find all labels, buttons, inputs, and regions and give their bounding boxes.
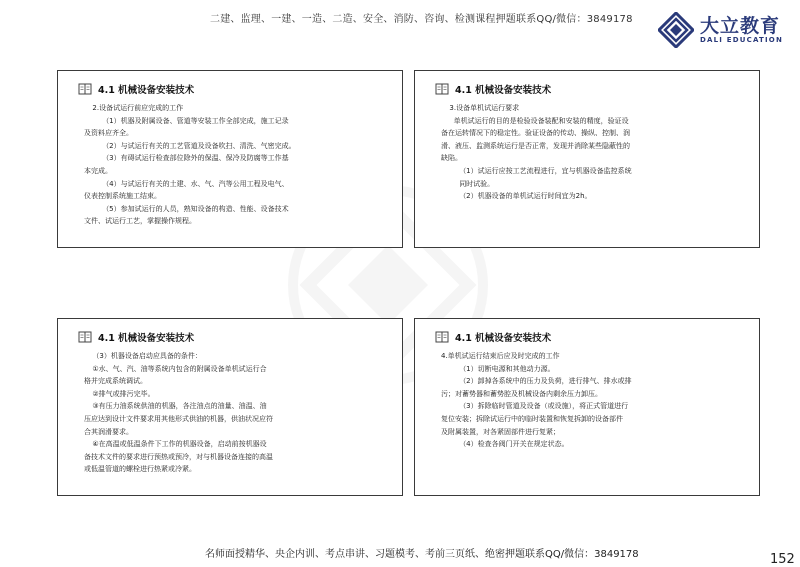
logo-chinese-name: 大立教育: [700, 15, 781, 37]
panel-line: （3）有碍试运行检查部位除外的保温、保冷及防腐等工作基: [102, 154, 289, 163]
panel-line: ③有压力油系统供油的机器，各注油点的油量、油温、油: [92, 402, 267, 411]
book-icon: [78, 82, 92, 96]
footer-promo-text: 名师面授精华、央企内训、考点串讲、习题模考、考前三页纸、绝密押题联系QQ/微信：3849178: [205, 549, 639, 560]
panel-line: （4）检查各阀门开关在规定状态。: [459, 440, 569, 449]
panel-line: 备在运转情况下的稳定性。验证设备的传动、操纵、控制、润: [441, 129, 630, 138]
panel-body: [84, 102, 368, 228]
panel-line: （1）切断电源和其他动力源。: [459, 364, 555, 373]
panel-line: 及资料应齐全。: [84, 129, 133, 138]
panel-title: 4.1 机械设备安装技术: [98, 85, 195, 96]
panel-body: [84, 350, 368, 476]
panel-line: （2）机器设备的单机试运行时间宜为2h。: [459, 192, 592, 201]
panel-line: 压应达到设计文件要求用其他形式供油的机器，供油状况应符: [84, 414, 273, 423]
panel-line: 本完成。: [84, 166, 112, 175]
dali-logo-icon: [658, 12, 694, 48]
logo-english-name: DALI EDUCATION: [700, 36, 784, 44]
panel-line: 滑、液压、监测系统运行是否正常，发现并消除某些隐蔽性的: [441, 141, 630, 150]
slide-panel-4: [414, 318, 760, 496]
panel-line: 4.单机试运行结束后应及时完成的工作: [441, 352, 560, 360]
panel-line: 复位安装；拆除试运行中的临时装置和恢复拆卸的设备部件: [441, 414, 623, 423]
panel-line: 格并完成系统调试。: [84, 377, 147, 386]
slide-panel-2: [414, 70, 760, 248]
panel-line: （5）参加试运行的人员，熟知设备的构造、性能、设备技术: [102, 204, 289, 213]
panel-title: 4.1 机械设备安装技术: [455, 85, 552, 96]
panel-line: （1）机器及附属设备、管道等安装工作全部完成，施工记录: [102, 116, 289, 125]
panel-line: 3.设备单机试运行要求: [449, 104, 520, 112]
panel-line: 备技术文件的要求进行预热或预冷，对与机器设备连接的高温: [84, 452, 273, 461]
panel-line: 合其润滑要求。: [84, 427, 133, 436]
panel-line: （3）拆除临时管道及设备（或设施），将正式管道进行: [459, 402, 629, 411]
panel-line: （2）卸掉各系统中的压力及负荷，进行排气、排水或排: [459, 377, 632, 386]
panel-line: 污；对蓄势器和蓄势腔及机械设备内剩余压力卸压。: [441, 389, 602, 398]
page-number: 152: [770, 552, 795, 567]
panel-line: ①水、气、汽、油等系统内包含的附属设备单机试运行合: [92, 364, 267, 373]
panel-line: 或低温管道的螺栓进行热紧或冷紧。: [84, 465, 196, 474]
panel-line: 文件、试运行工艺，掌握操作规程。: [84, 217, 196, 226]
panel-line: 缺陷。: [441, 154, 462, 163]
panel-line: ④在高温或低温条件下工作的机器设备，启动前按机器设: [92, 440, 267, 449]
panel-line: （3）机器设备启动应具备的条件：: [92, 352, 202, 360]
panel-body: [441, 350, 725, 451]
slide-panel-3: [57, 318, 403, 496]
panel-line: ②排气或排污完毕。: [92, 389, 155, 398]
panel-line: 及附属装置，对各紧固部件进行复紧；: [441, 427, 560, 436]
panel-title: 4.1 机械设备安装技术: [455, 333, 552, 344]
panel-line: 2.设备试运行前应完成的工作: [92, 104, 184, 112]
header-promo-text: 二建、监理、一建、一造、二造、安全、消防、咨询、检测课程押题联系QQ/微信：3849178: [210, 14, 633, 25]
panel-title: 4.1 机械设备安装技术: [98, 333, 195, 344]
book-icon: [78, 330, 92, 344]
panel-line: （2）与试运行有关的工艺管道及设备吹扫、清洗、气密完成。: [102, 141, 296, 150]
slide-panel-1: [57, 70, 403, 248]
book-icon: [435, 82, 449, 96]
panel-body: [441, 102, 725, 203]
panel-line: （1）试运行应按工艺流程进行，宜与机器设备监控系统: [459, 166, 632, 175]
panel-line: 仪表控制系统施工结束。: [84, 192, 161, 201]
book-icon: [435, 330, 449, 344]
panel-line: 单机试运行的目的是检验设备装配和安装的精度，验证设: [453, 116, 629, 125]
panel-line: （4）与试运行有关的土建、水、气、汽等公用工程及电气、: [102, 179, 289, 188]
panel-line: 同时试验。: [459, 179, 495, 188]
dali-education-logo: [658, 12, 783, 48]
